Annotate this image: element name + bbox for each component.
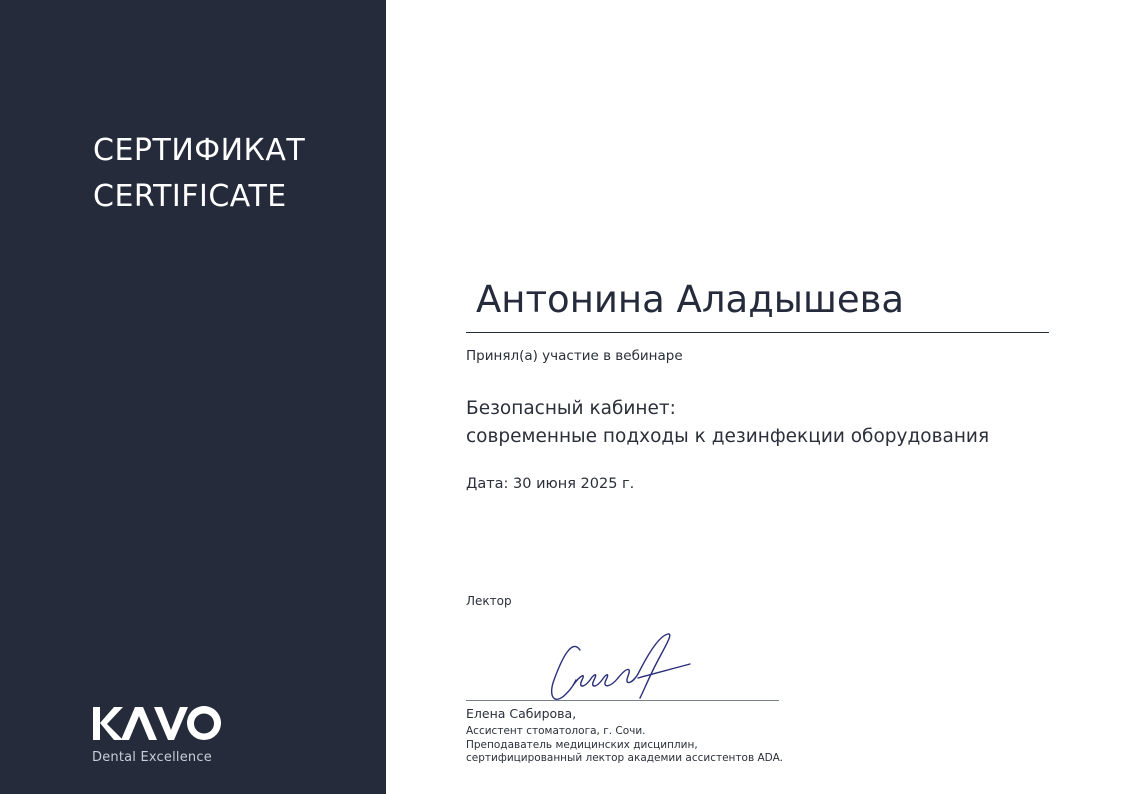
webinar-title-line2: современные подходы к дезинфекции оборудования <box>466 426 990 447</box>
name-underline <box>466 332 1049 333</box>
webinar-date: Дата: 30 июня 2025 г. <box>466 476 635 492</box>
kavo-logo <box>92 704 222 765</box>
recipient-name: Антонина Аладышева <box>476 278 905 321</box>
lector-description <box>466 725 783 766</box>
webinar-title <box>466 395 989 451</box>
webinar-title-line1: Безопасный кабинет: <box>466 398 676 419</box>
signature-icon <box>540 628 700 708</box>
lector-desc-line2: Преподаватель медицинских дисциплин, <box>466 738 698 751</box>
lector-label: Лектор <box>466 594 512 608</box>
lector-name: Елена Сабирова, <box>466 706 577 721</box>
kavo-wordmark-icon <box>92 704 222 744</box>
lector-desc-line3: сертифицированный лектор академии ассистентов ADA. <box>466 752 783 764</box>
title-ru: СЕРТИФИКАТ <box>93 133 306 168</box>
signature-line <box>466 700 779 701</box>
lector-desc-line1: Ассистент стоматолога, г. Сочи. <box>466 725 646 737</box>
title-en: CERTIFICATE <box>93 179 287 214</box>
participation-text: Принял(а) участие в вебинаре <box>466 348 683 364</box>
certificate-title <box>93 128 305 220</box>
brand-tagline: Dental Excellence <box>92 750 212 765</box>
sidebar-panel <box>0 0 386 794</box>
